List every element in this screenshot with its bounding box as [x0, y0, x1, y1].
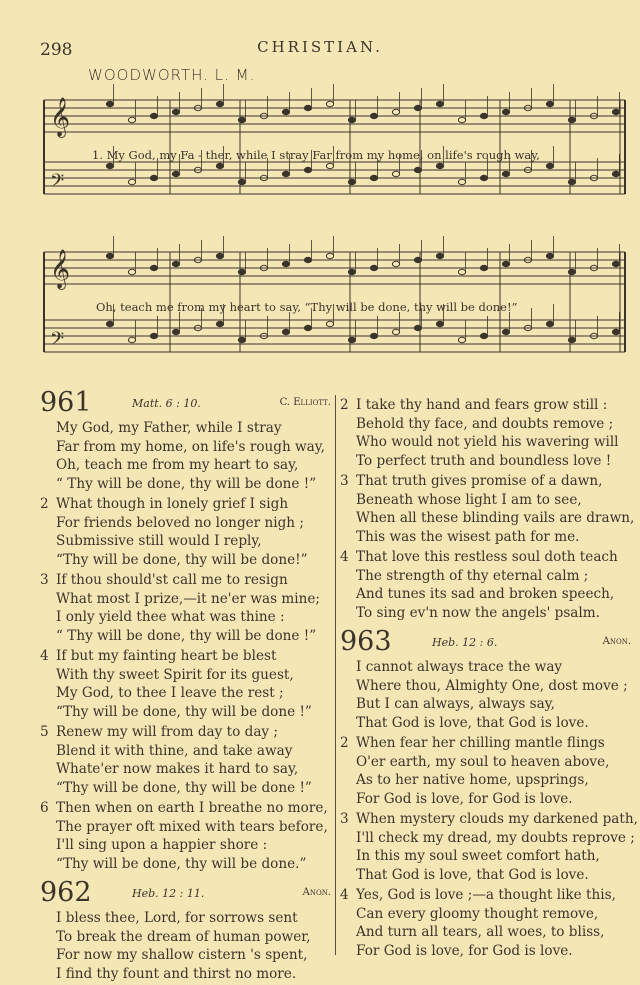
verse-line: If thou should'st call me to resign [56, 572, 288, 588]
stanza-number: 3 [40, 572, 49, 588]
verse-line: “ Thy will be done, thy will be done !” [56, 627, 317, 644]
verse-line: For God is love, for God is love. [356, 790, 573, 807]
note-head [282, 171, 289, 176]
hymn-header [40, 387, 335, 419]
verse-line: My God, to thee I leave the rest ; [56, 685, 284, 701]
note-head [612, 329, 619, 334]
note-head [172, 329, 179, 334]
note-head [370, 175, 377, 180]
verse-line: To break the dream of human power, [56, 928, 311, 945]
note-head [414, 257, 421, 262]
scripture-reference: Matt. 6 : 10. [132, 397, 201, 410]
verse-line: That God is love, that God is love. [356, 866, 589, 883]
stanza [40, 419, 335, 493]
note-head [216, 163, 223, 168]
note-head [348, 337, 355, 342]
note-head [326, 253, 333, 258]
stanza [40, 723, 335, 797]
note-head [370, 333, 377, 338]
note-head [458, 269, 465, 274]
note-head [568, 337, 575, 342]
hymn-963 [340, 626, 638, 960]
note-head [436, 163, 443, 168]
note-head [128, 117, 135, 122]
note-head [216, 253, 223, 258]
verse-line: “ Thy will be done, thy will be done !” [56, 475, 317, 492]
verse-line: That truth gives promise of a dawn, [356, 473, 603, 489]
note-head [568, 117, 575, 122]
verse-line: I cannot always trace the way [356, 659, 563, 675]
note-head [304, 167, 311, 172]
note-head [150, 333, 157, 338]
verse-line: What though in lonely grief I sigh [56, 496, 289, 512]
note-head [546, 253, 553, 258]
verse-line: With thy sweet Spirit for its guest, [56, 666, 294, 683]
verse-line: Renew my will from day to day ; [56, 724, 279, 740]
note-head [326, 101, 333, 106]
verse-line: I only yield thee what was thine : [56, 609, 285, 625]
stanza-number: 2 [340, 397, 349, 413]
verse-line: To sing ev'n now the angels' psalm. [356, 604, 600, 621]
note-head [414, 325, 421, 330]
note-head [304, 257, 311, 262]
note-head [436, 321, 443, 326]
verse-line: As to her native home, upsprings, [356, 772, 589, 788]
verse-line: Then when on earth I breathe no more, [56, 800, 328, 816]
note-head [238, 337, 245, 342]
verse-line: Blend it with thine, and take away [56, 742, 293, 759]
verse-line: This was the wisest path for me. [356, 528, 580, 545]
verse-line: Submissive still would I reply, [56, 533, 262, 549]
treble-clef-icon: 𝄞 [50, 97, 71, 137]
verse-line: “Thy will be done, thy will be done!” [56, 551, 308, 568]
note-head [304, 105, 311, 110]
column-divider [335, 395, 336, 955]
verse-line: But I can always, always say, [356, 696, 555, 712]
verse-line: For God is love, for God is love. [356, 942, 573, 959]
hymn-number: 962 [40, 877, 92, 908]
verse-line: Can every gloomy thought remove, [356, 905, 599, 922]
verse-line: I'll check my dread, my doubts reprove ; [356, 829, 635, 846]
hymn-author: C. Elliott. [279, 397, 331, 408]
left-column [40, 387, 335, 985]
hymn-number: 963 [340, 626, 392, 657]
note-head [150, 265, 157, 270]
stanza [40, 647, 335, 721]
note-head [546, 321, 553, 326]
note-head [436, 253, 443, 258]
note-head [282, 329, 289, 334]
note-head [414, 105, 421, 110]
verse-line: Yes, God is love ;—a thought like this, [356, 887, 616, 903]
stanza [40, 495, 335, 569]
stanza-number: 4 [340, 549, 349, 565]
note-head [568, 179, 575, 184]
stanza [340, 886, 635, 960]
note-head [216, 321, 223, 326]
verse-line: I bless thee, Lord, for sorrows sent [56, 910, 298, 926]
stanza [40, 799, 335, 873]
stanza-number: 3 [340, 473, 349, 489]
verse-line: And tunes its sad and broken speech, [356, 586, 615, 602]
verse-line: Far from my home, on life's rough way, [56, 438, 325, 455]
note-head [150, 175, 157, 180]
note-head [370, 113, 377, 118]
note-head [304, 325, 311, 330]
stanza [40, 571, 335, 645]
verse-line: That God is love, that God is love. [356, 714, 589, 731]
note-head [502, 329, 509, 334]
note-head [326, 321, 333, 326]
note-head [282, 261, 289, 266]
note-head [172, 109, 179, 114]
note-head [348, 179, 355, 184]
stanza [340, 810, 638, 884]
stanza [40, 909, 335, 983]
note-head [612, 261, 619, 266]
note-head [370, 265, 377, 270]
bass-clef-icon: 𝄢 [50, 329, 65, 354]
note-head [150, 113, 157, 118]
music-score [0, 0, 640, 380]
note-head [128, 179, 135, 184]
bass-clef-icon: 𝄢 [50, 171, 65, 196]
note-head [326, 163, 333, 168]
note-head [458, 179, 465, 184]
verse-line: The strength of thy eternal calm ; [356, 567, 589, 584]
note-head [172, 261, 179, 266]
stanza [340, 734, 635, 808]
note-head [480, 113, 487, 118]
note-head [436, 101, 443, 106]
lyrics-line-1: 1. My God, my Fa - ther, while I stray Far from my home, on life's rough way, [92, 148, 540, 162]
hymn-author: Anon. [302, 887, 331, 898]
note-head [216, 101, 223, 106]
verse-line: And turn all tears, all woes, to bliss, [356, 924, 605, 940]
note-head [480, 175, 487, 180]
verse-line: “Thy will be done, thy will be done !” [56, 779, 312, 796]
treble-clef-icon: 𝄞 [50, 249, 71, 289]
verse-line: O'er earth, my soul to heaven above, [356, 753, 610, 770]
verse-line: When all these blinding vails are drawn, [356, 510, 635, 526]
stanza [340, 396, 635, 470]
verse-line: I'll sing upon a happier shore : [56, 837, 268, 853]
note-head [392, 329, 399, 334]
stanza-number: 6 [40, 800, 49, 816]
note-head [106, 101, 113, 106]
verse-line: I take thy hand and fears grow still : [356, 397, 608, 413]
verse-line: My God, my Father, while I stray [56, 420, 282, 436]
note-head [502, 171, 509, 176]
page-number: 298 [40, 40, 73, 60]
verse-line: For now my shallow cistern 's spent, [56, 947, 308, 963]
verse-line: “Thy will be done, thy will be done !” [56, 703, 312, 720]
note-head [502, 261, 509, 266]
note-head [458, 117, 465, 122]
verse-line: The prayer oft mixed with tears before, [56, 818, 328, 835]
stanza-number: 2 [40, 496, 49, 512]
right-column [340, 396, 638, 962]
hymn-961 [40, 387, 335, 873]
note-head [480, 265, 487, 270]
tune-name: WOODWORTH. L. M. [88, 66, 256, 84]
scripture-reference: Heb. 12 : 6. [432, 636, 498, 649]
verse-line: Whate'er now makes it hard to say, [56, 761, 299, 777]
note-head [238, 269, 245, 274]
hymn-header [40, 877, 335, 909]
note-head [546, 163, 553, 168]
stanza-number: 3 [340, 811, 349, 827]
note-head [458, 337, 465, 342]
verse-line: Beneath whose light I am to see, [356, 491, 582, 508]
stanza-number: 5 [40, 724, 49, 740]
running-title: CHRISTIAN. [257, 38, 383, 56]
verse-line: When fear her chilling mantle flings [356, 735, 605, 751]
note-head [172, 171, 179, 176]
note-head [238, 179, 245, 184]
stanza [340, 472, 635, 546]
note-head [128, 269, 135, 274]
verse-line: When mystery clouds my darkened path, [356, 811, 638, 827]
verse-line: Oh, teach me from my heart to say, [56, 457, 299, 473]
note-head [612, 171, 619, 176]
note-head [546, 101, 553, 106]
note-head [238, 117, 245, 122]
note-head [392, 109, 399, 114]
note-head [106, 321, 113, 326]
hymn-header [340, 626, 635, 658]
verse-line: Where thou, Almighty One, dost move ; [356, 677, 628, 694]
verse-line: To perfect truth and boundless love ! [356, 452, 612, 469]
verse-line: If but my fainting heart be blest [56, 648, 277, 664]
note-head [106, 163, 113, 168]
verse-line: In this my soul sweet comfort hath, [356, 848, 600, 864]
hymn-author: Anon. [602, 636, 631, 647]
scripture-reference: Heb. 12 : 11. [132, 887, 205, 900]
note-head [480, 333, 487, 338]
verse-line: For friends beloved no longer nigh ; [56, 514, 304, 531]
note-head [414, 167, 421, 172]
note-head [612, 109, 619, 114]
stanza [340, 658, 635, 732]
note-head [392, 171, 399, 176]
verse-line: “Thy will be done, thy will be done.” [56, 855, 307, 872]
note-head [348, 269, 355, 274]
verse-line: That love this restless soul doth teach [356, 549, 618, 565]
stanza-number: 4 [340, 887, 349, 903]
lyrics-line-2: Oh, teach me from my heart to say, “Thy will be done, thy will be done!” [96, 300, 518, 314]
note-head [348, 117, 355, 122]
note-head [106, 253, 113, 258]
hymn-continued [340, 396, 635, 622]
hymn-962 [40, 877, 335, 983]
hymn-number: 961 [40, 387, 92, 418]
note-head [392, 261, 399, 266]
note-head [568, 269, 575, 274]
verse-line: Behold thy face, and doubts remove ; [356, 415, 614, 432]
verse-line: What most I prize,—it ne'er was mine; [56, 590, 320, 607]
verse-line: I find thy fount and thirst no more. [56, 965, 297, 982]
stanza-number: 4 [40, 648, 49, 664]
verse-line: Who would not yield his wavering will [356, 434, 619, 450]
stanza-number: 2 [340, 735, 349, 751]
note-head [282, 109, 289, 114]
note-head [502, 109, 509, 114]
stanza [340, 548, 635, 622]
note-head [128, 337, 135, 342]
